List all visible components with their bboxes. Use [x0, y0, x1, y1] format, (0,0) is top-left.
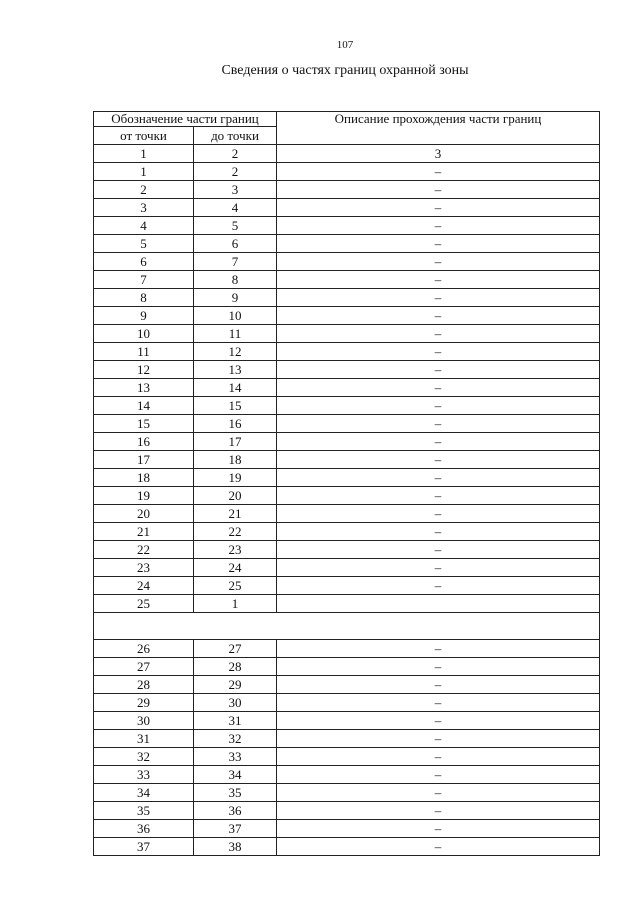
col-number: 2 — [194, 145, 277, 163]
description-cell: – — [277, 415, 600, 433]
description-cell: – — [277, 181, 600, 199]
description-cell: – — [277, 397, 600, 415]
from-point-cell: 12 — [94, 361, 194, 379]
to-point-cell: 29 — [194, 676, 277, 694]
description-cell: – — [277, 640, 600, 658]
table-row — [94, 163, 600, 181]
from-point-cell: 25 — [94, 595, 194, 613]
to-point-cell: 25 — [194, 577, 277, 595]
description-cell: – — [277, 577, 600, 595]
to-point-cell: 30 — [194, 694, 277, 712]
description-cell: – — [277, 163, 600, 181]
description-cell: – — [277, 694, 600, 712]
document-title: Сведения о частях границ охранной зоны — [221, 63, 469, 78]
from-point-cell: 15 — [94, 415, 194, 433]
table-row — [94, 640, 600, 658]
section-gap-row — [94, 613, 600, 640]
from-point-cell: 4 — [94, 217, 194, 235]
description-cell: – — [277, 838, 600, 856]
from-point-cell: 21 — [94, 523, 194, 541]
to-point-cell: 12 — [194, 343, 277, 361]
table-row — [94, 559, 600, 577]
table-row — [94, 253, 600, 271]
from-point-cell: 8 — [94, 289, 194, 307]
from-point-cell: 16 — [94, 433, 194, 451]
table-row — [94, 577, 600, 595]
from-point-cell: 23 — [94, 559, 194, 577]
table-row — [94, 235, 600, 253]
from-point-cell: 22 — [94, 541, 194, 559]
description-cell: – — [277, 433, 600, 451]
to-point-cell: 13 — [194, 361, 277, 379]
description-cell: – — [277, 361, 600, 379]
table-header-row — [94, 112, 600, 127]
description-cell: – — [277, 541, 600, 559]
table-row — [94, 595, 600, 613]
table-row — [94, 820, 600, 838]
from-point-cell: 2 — [94, 181, 194, 199]
table-row — [94, 181, 600, 199]
table-row — [94, 676, 600, 694]
table-row — [94, 217, 600, 235]
to-point-cell: 22 — [194, 523, 277, 541]
from-point-cell: 35 — [94, 802, 194, 820]
from-point-cell: 30 — [94, 712, 194, 730]
description-cell: – — [277, 523, 600, 541]
to-point-cell: 37 — [194, 820, 277, 838]
to-point-cell: 32 — [194, 730, 277, 748]
from-point-cell: 31 — [94, 730, 194, 748]
to-point-cell: 7 — [194, 253, 277, 271]
boundary-table — [93, 111, 600, 856]
to-point-cell: 9 — [194, 289, 277, 307]
description-cell: – — [277, 217, 600, 235]
table-row — [94, 433, 600, 451]
description-cell: – — [277, 730, 600, 748]
from-point-cell: 36 — [94, 820, 194, 838]
header-description: Описание прохождения части границ — [277, 112, 600, 145]
to-point-cell: 16 — [194, 415, 277, 433]
description-cell: – — [277, 253, 600, 271]
from-point-cell: 18 — [94, 469, 194, 487]
table-row — [94, 199, 600, 217]
header-to: до точки — [194, 127, 277, 145]
from-point-cell: 20 — [94, 505, 194, 523]
from-point-cell: 5 — [94, 235, 194, 253]
to-point-cell: 8 — [194, 271, 277, 289]
table-row — [94, 343, 600, 361]
to-point-cell: 35 — [194, 784, 277, 802]
table-row — [94, 397, 600, 415]
table-row — [94, 415, 600, 433]
to-point-cell: 28 — [194, 658, 277, 676]
description-cell: – — [277, 559, 600, 577]
description-cell: – — [277, 451, 600, 469]
to-point-cell: 20 — [194, 487, 277, 505]
to-point-cell: 15 — [194, 397, 277, 415]
description-cell: – — [277, 379, 600, 397]
from-point-cell: 3 — [94, 199, 194, 217]
table-row — [94, 379, 600, 397]
to-point-cell: 17 — [194, 433, 277, 451]
description-cell: – — [277, 784, 600, 802]
to-point-cell: 31 — [194, 712, 277, 730]
to-point-cell: 2 — [194, 163, 277, 181]
to-point-cell: 14 — [194, 379, 277, 397]
col-number: 1 — [94, 145, 194, 163]
from-point-cell: 29 — [94, 694, 194, 712]
from-point-cell: 37 — [94, 838, 194, 856]
from-point-cell: 9 — [94, 307, 194, 325]
table-row — [94, 730, 600, 748]
from-point-cell: 34 — [94, 784, 194, 802]
from-point-cell: 11 — [94, 343, 194, 361]
from-point-cell: 27 — [94, 658, 194, 676]
to-point-cell: 18 — [194, 451, 277, 469]
to-point-cell: 11 — [194, 325, 277, 343]
from-point-cell: 6 — [94, 253, 194, 271]
description-cell: – — [277, 487, 600, 505]
table-row — [94, 748, 600, 766]
table-row — [94, 469, 600, 487]
to-point-cell: 6 — [194, 235, 277, 253]
to-point-cell: 1 — [194, 595, 277, 613]
table-row — [94, 802, 600, 820]
description-cell: – — [277, 505, 600, 523]
from-point-cell: 33 — [94, 766, 194, 784]
table-row — [94, 784, 600, 802]
description-cell: – — [277, 235, 600, 253]
from-point-cell: 13 — [94, 379, 194, 397]
from-point-cell: 26 — [94, 640, 194, 658]
header-group: Обозначение части границ — [94, 112, 277, 127]
to-point-cell: 21 — [194, 505, 277, 523]
from-point-cell: 19 — [94, 487, 194, 505]
to-point-cell: 5 — [194, 217, 277, 235]
to-point-cell: 10 — [194, 307, 277, 325]
to-point-cell: 33 — [194, 748, 277, 766]
table-row — [94, 271, 600, 289]
description-cell — [277, 595, 600, 613]
description-cell: – — [277, 289, 600, 307]
table-row — [94, 325, 600, 343]
to-point-cell: 19 — [194, 469, 277, 487]
description-cell: – — [277, 802, 600, 820]
table-row — [94, 523, 600, 541]
table-row — [94, 838, 600, 856]
to-point-cell: 3 — [194, 181, 277, 199]
description-cell: – — [277, 469, 600, 487]
from-point-cell: 14 — [94, 397, 194, 415]
table-row — [94, 451, 600, 469]
page-number: 107 — [336, 39, 354, 51]
to-point-cell: 24 — [194, 559, 277, 577]
to-point-cell: 38 — [194, 838, 277, 856]
to-point-cell: 23 — [194, 541, 277, 559]
description-cell: – — [277, 712, 600, 730]
description-cell: – — [277, 271, 600, 289]
description-cell: – — [277, 820, 600, 838]
description-cell: – — [277, 199, 600, 217]
description-cell: – — [277, 658, 600, 676]
description-cell: – — [277, 676, 600, 694]
table-row — [94, 361, 600, 379]
description-cell: – — [277, 766, 600, 784]
column-number-row — [94, 145, 600, 163]
from-point-cell: 32 — [94, 748, 194, 766]
table-row — [94, 694, 600, 712]
table-row — [94, 541, 600, 559]
table-row — [94, 289, 600, 307]
gap-cell — [94, 613, 600, 640]
description-cell: – — [277, 748, 600, 766]
from-point-cell: 1 — [94, 163, 194, 181]
description-cell: – — [277, 343, 600, 361]
from-point-cell: 17 — [94, 451, 194, 469]
from-point-cell: 7 — [94, 271, 194, 289]
table-row — [94, 307, 600, 325]
table-row — [94, 712, 600, 730]
col-number: 3 — [277, 145, 600, 163]
table-row — [94, 766, 600, 784]
to-point-cell: 34 — [194, 766, 277, 784]
from-point-cell: 10 — [94, 325, 194, 343]
table-row — [94, 658, 600, 676]
from-point-cell: 24 — [94, 577, 194, 595]
from-point-cell: 28 — [94, 676, 194, 694]
description-cell: – — [277, 325, 600, 343]
table-row — [94, 505, 600, 523]
to-point-cell: 4 — [194, 199, 277, 217]
to-point-cell: 36 — [194, 802, 277, 820]
header-from: от точки — [94, 127, 194, 145]
to-point-cell: 27 — [194, 640, 277, 658]
description-cell: – — [277, 307, 600, 325]
table-row — [94, 487, 600, 505]
